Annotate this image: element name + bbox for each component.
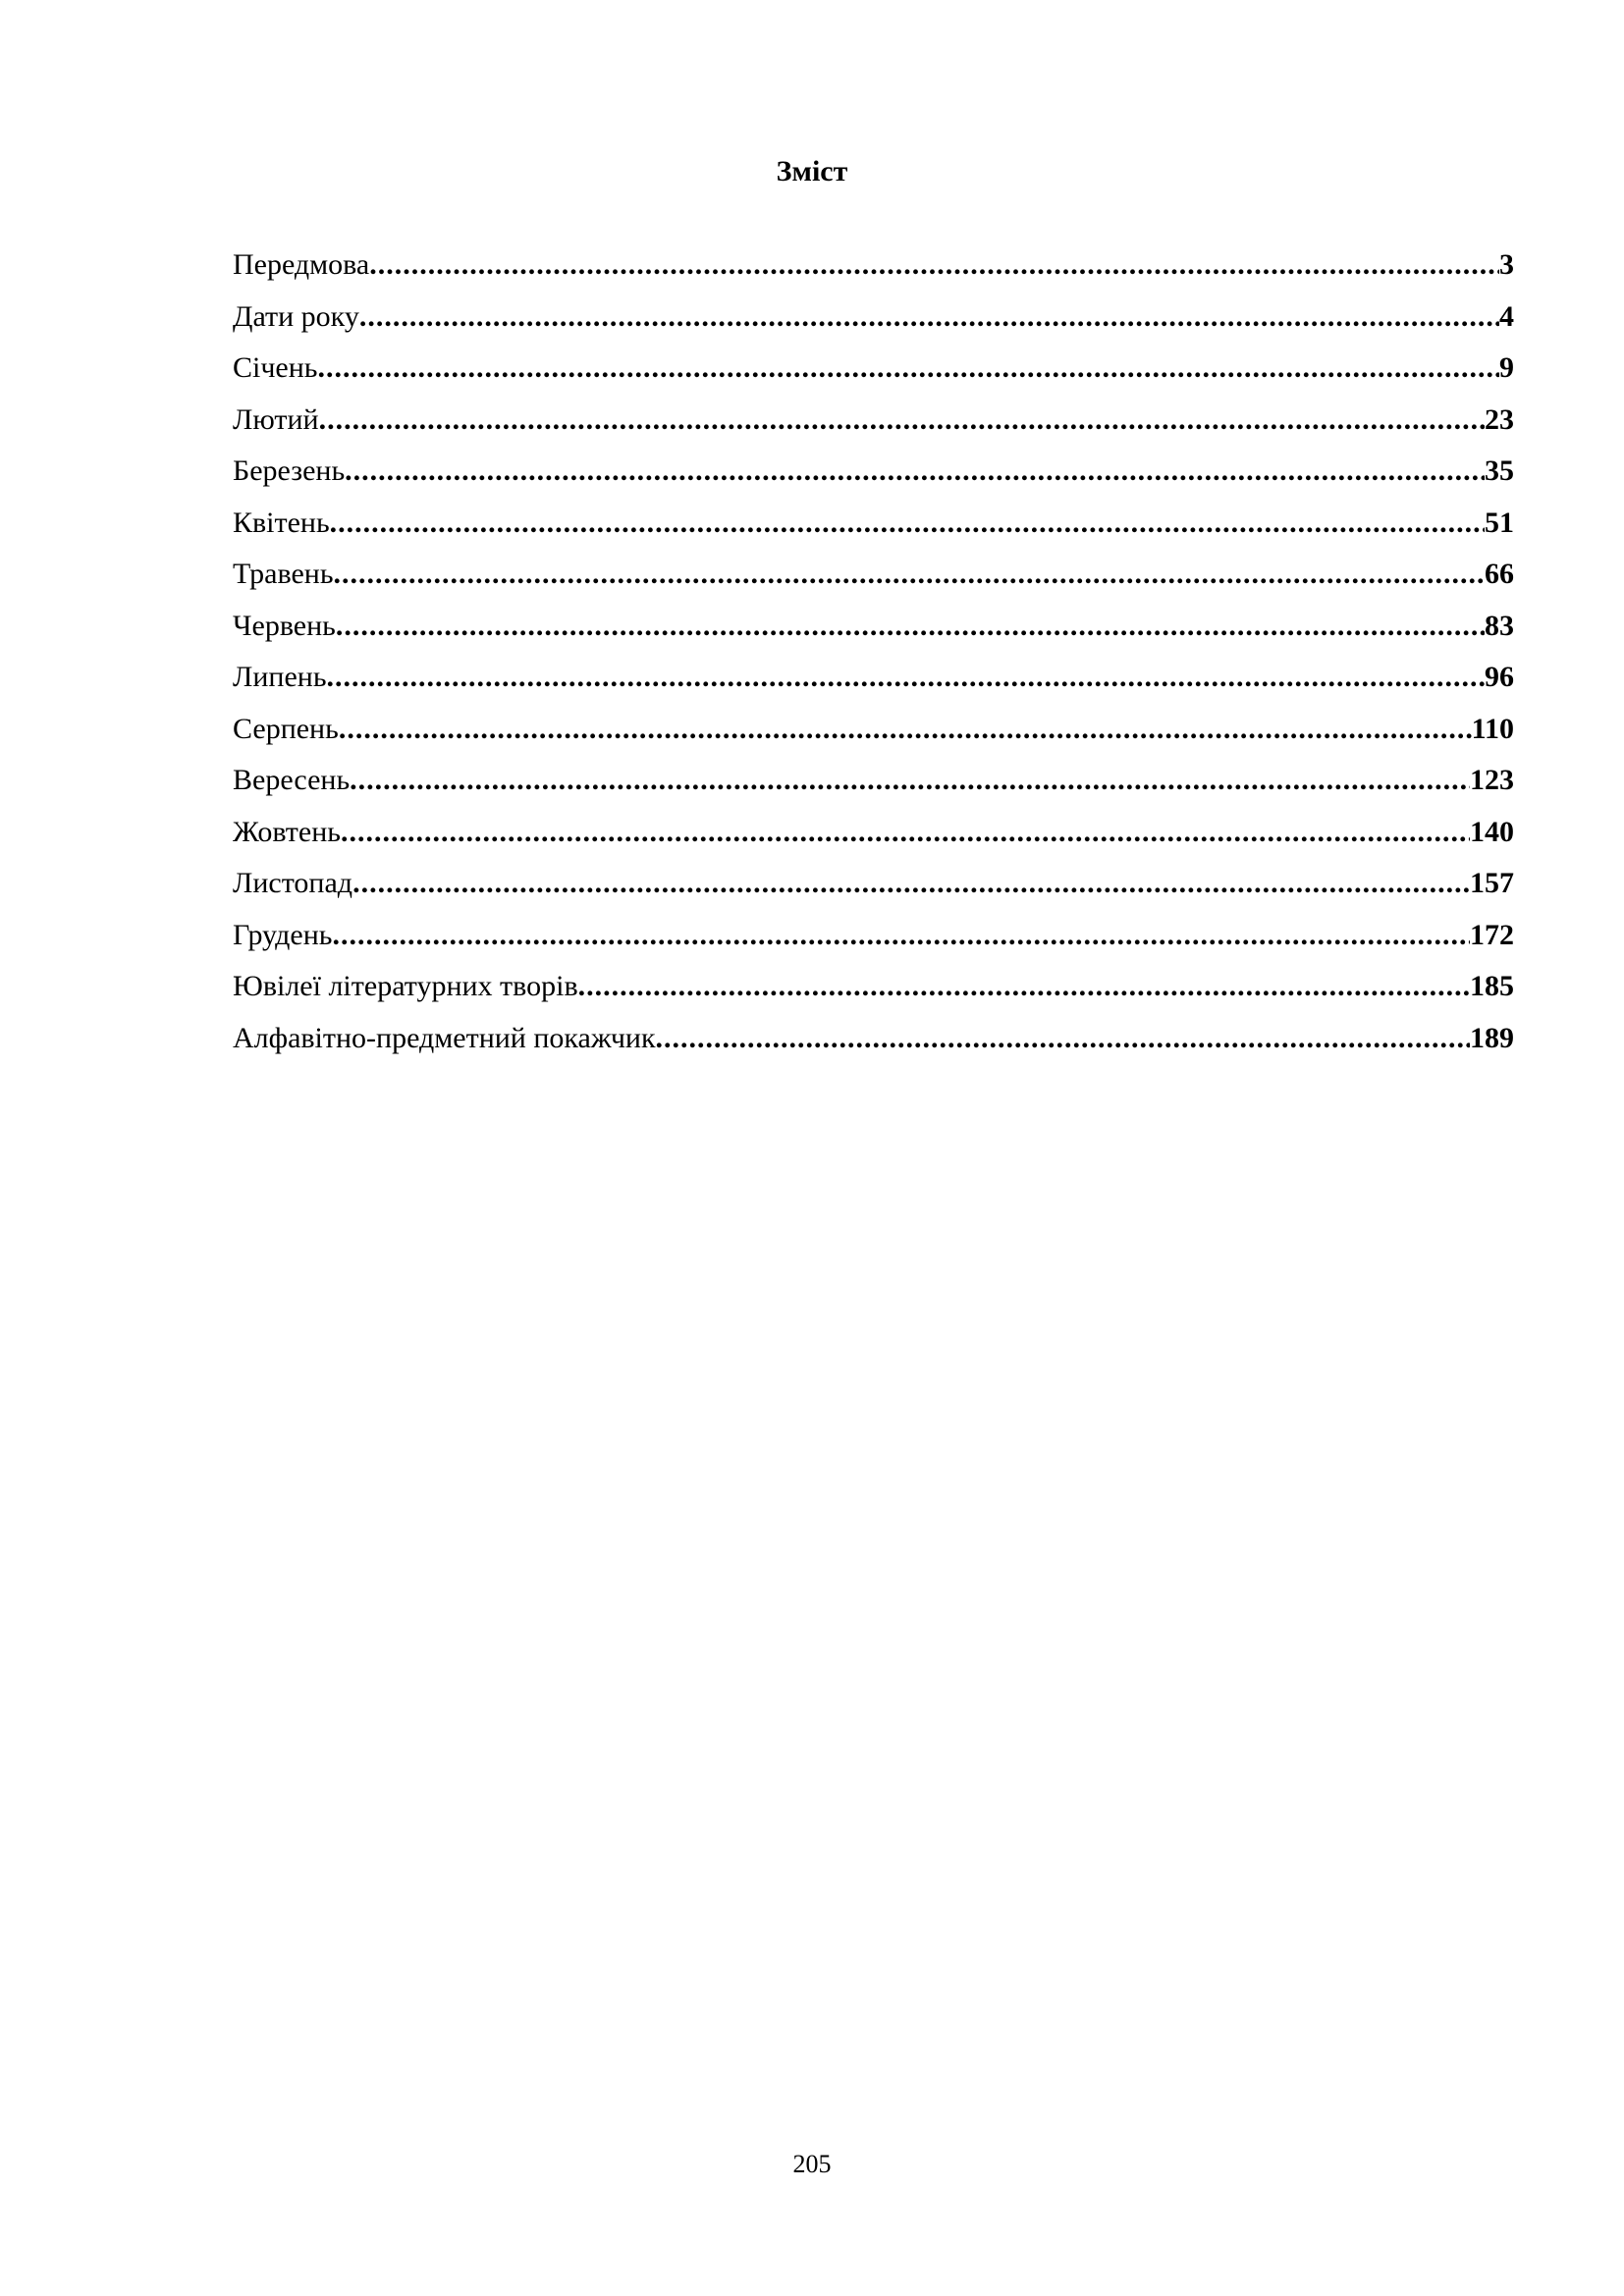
toc-entry-label: Передмова <box>233 248 370 281</box>
toc-entry-label: Липень <box>233 661 327 693</box>
toc-entry-page: 83 <box>1485 609 1514 642</box>
toc-entry-page: 123 <box>1470 764 1514 796</box>
toc-dot-leader <box>352 864 1470 903</box>
toc-entry-label: Вересень <box>233 764 351 796</box>
toc-entry-literary-anniversaries[interactable] <box>233 967 1514 1019</box>
toc-dot-leader <box>369 245 1499 285</box>
toc-entry-label: Алфавітно-предметний покажчик <box>233 1021 656 1054</box>
toc-entry-subject-index[interactable] <box>233 1019 1514 1071</box>
toc-entry-march[interactable] <box>233 452 1514 504</box>
toc-dot-leader <box>330 504 1485 543</box>
toc-entry-january[interactable] <box>233 348 1514 400</box>
toc-entry-june[interactable] <box>233 607 1514 659</box>
toc-dot-leader <box>319 400 1485 440</box>
toc-entry-page: 185 <box>1470 970 1514 1002</box>
toc-entry-label: Січень <box>233 351 318 384</box>
toc-entry-foreword[interactable] <box>233 245 1514 297</box>
toc-entry-page: 96 <box>1485 661 1514 693</box>
toc-entry-label: Квітень <box>233 506 330 539</box>
toc-dot-leader <box>656 1019 1470 1058</box>
toc-entry-label: Жовтень <box>233 815 341 848</box>
toc-entry-february[interactable] <box>233 400 1514 453</box>
toc-dot-leader <box>341 813 1470 852</box>
toc-entry-page: 140 <box>1470 815 1514 848</box>
toc-dot-leader <box>332 916 1470 955</box>
toc-entry-page: 172 <box>1470 918 1514 951</box>
toc-entry-page: 157 <box>1470 867 1514 899</box>
toc-entry-page: 23 <box>1485 402 1514 436</box>
toc-entry-label: Лютий <box>233 402 319 436</box>
toc-entry-page: 3 <box>1499 248 1514 281</box>
toc-entry-page: 66 <box>1485 558 1514 590</box>
toc-entry-may[interactable] <box>233 555 1514 607</box>
toc-dot-leader <box>339 710 1472 749</box>
toc-entry-label: Червень <box>233 609 336 642</box>
toc-entry-page: 189 <box>1470 1021 1514 1054</box>
toc-entry-label: Дати року <box>233 299 359 333</box>
toc-dot-leader <box>336 607 1485 646</box>
toc-entry-label: Серпень <box>233 712 339 745</box>
toc-dot-leader <box>317 348 1499 388</box>
toc-entry-november[interactable] <box>233 864 1514 916</box>
toc-entry-label: Березень <box>233 454 346 487</box>
toc-entry-december[interactable] <box>233 916 1514 968</box>
toc-entry-label: Травень <box>233 558 334 590</box>
table-of-contents <box>233 245 1514 1070</box>
toc-dot-leader <box>578 967 1470 1006</box>
toc-entry-label: Листопад <box>233 867 353 899</box>
page-number: 205 <box>792 2150 832 2178</box>
toc-dot-leader <box>359 297 1499 337</box>
toc-entry-page: 4 <box>1499 299 1514 333</box>
toc-entry-label: Грудень <box>233 918 333 951</box>
toc-entry-july[interactable] <box>233 658 1514 710</box>
toc-entry-label: Ювілеї літературних творів <box>233 970 578 1002</box>
toc-dot-leader <box>350 761 1470 800</box>
toc-entry-october[interactable] <box>233 813 1514 865</box>
toc-entry-page: 9 <box>1499 351 1514 384</box>
toc-entry-page: 110 <box>1471 712 1514 745</box>
toc-entry-page: 51 <box>1485 506 1514 539</box>
toc-dot-leader <box>345 452 1485 491</box>
toc-dot-leader <box>327 658 1485 697</box>
page-title: Зміст <box>776 155 848 187</box>
toc-entry-dates-of-year[interactable] <box>233 297 1514 349</box>
toc-entry-page: 35 <box>1485 454 1514 487</box>
toc-entry-september[interactable] <box>233 761 1514 813</box>
toc-entry-april[interactable] <box>233 504 1514 556</box>
toc-entry-august[interactable] <box>233 710 1514 762</box>
toc-dot-leader <box>334 555 1485 594</box>
